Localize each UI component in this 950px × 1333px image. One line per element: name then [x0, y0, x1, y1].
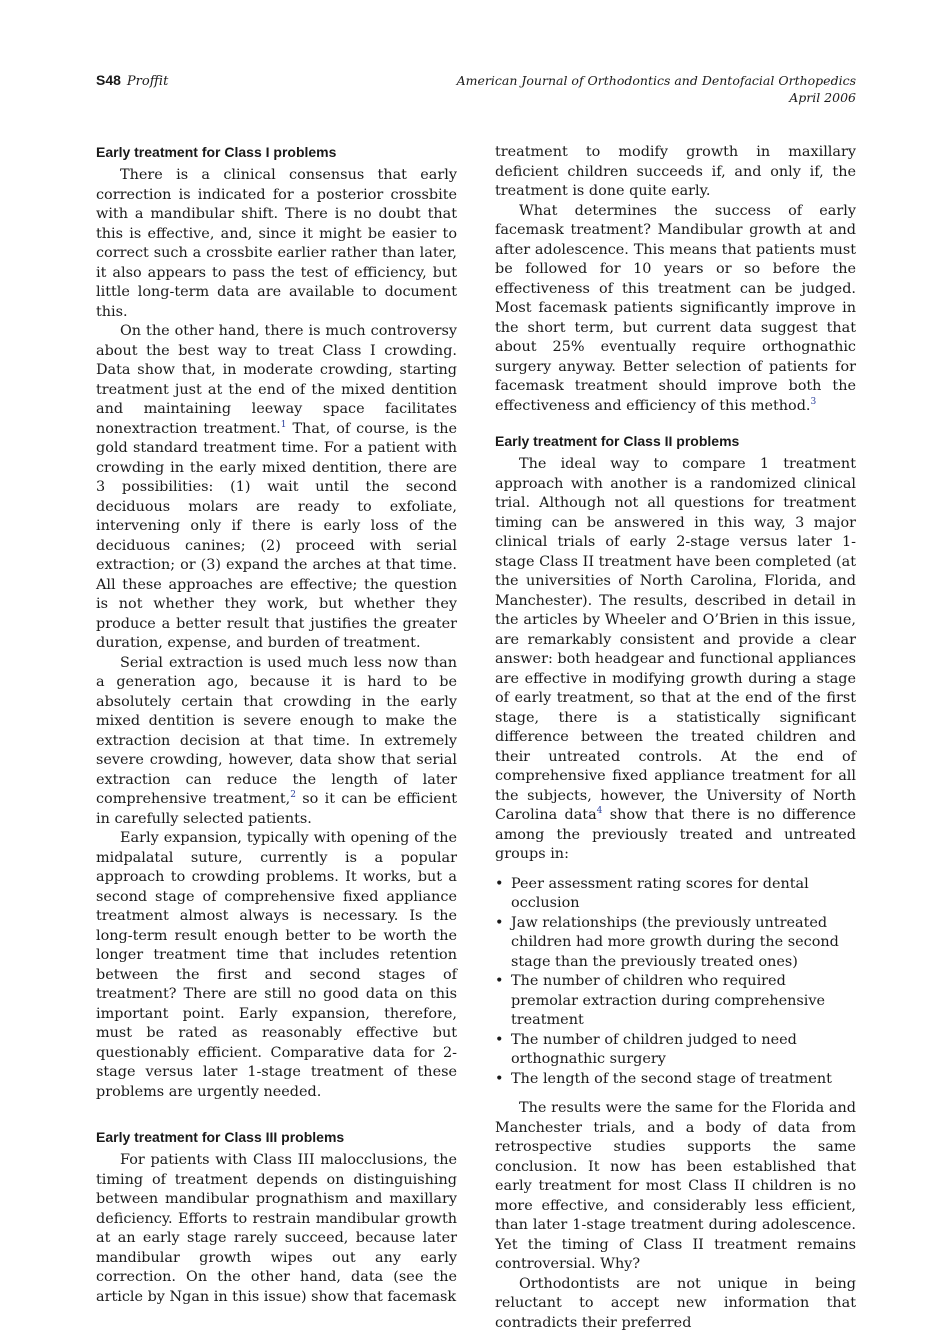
list-item: • The number of children judged to need orthognathic surgery [495, 1031, 856, 1070]
left-column [96, 143, 457, 1307]
list-item: • The length of the second stage of treatment [495, 1070, 856, 1090]
paragraph: For patients with Class III malocclusions, the timing of treatment depends on distinguishing between mandibular prognathism and maxillary deficiency. Efforts to restrain mandibular growth at an early stage rarely succeed, because later mandibular growth wipes out any early correction. On the other hand, data (see the article by Ngan in this issue) show that facemask [96, 1151, 457, 1307]
paragraph: Early expansion, typically with opening of the midpalatal suture, currently is a popular approach to crowding problems. It works, but a second stage of comprehensive fixed appliance treatment almost always is necessary. Is the long-term result enough better to be worth the longer treatment time that includes retention between the first and second stages of treatment? There are still no good data on this important point. Early expansion, therefore, must be rated as reasonably effective but questionably efficient. Comparative data for 2-stage versus later 1-stage treatment of these problems are urgently needed. [96, 829, 457, 1102]
running-author: Proffit [127, 74, 168, 89]
reference-link[interactable]: 2 [290, 790, 296, 800]
paragraph [96, 654, 457, 830]
paragraph [495, 455, 856, 865]
paragraph: Orthodontists are not unique in being reluctant to accept new information that contradicts their preferred [495, 1275, 856, 1333]
paragraph-text: That, of course, is the gold standard treatment time. For a patient with crowding in the early mixed dentition, there are 3 possibilities: (1) wait until the second deciduous molars are ready to exfoliate, intervening only if there is early loss of the deciduous canines; (2) proceed with serial extraction; or (3) expand the arches at that time. All these approaches are effective; the question is not whether they work, but whether they produce a better result that justifies the greater duration, expense, and burden of treatment. [96, 421, 457, 652]
running-header [96, 70, 856, 110]
list-item: • The number of children who required premolar extraction during comprehensive treatment [495, 972, 856, 1031]
list-item: • Jaw relationships (the previously untreated children had more growth during the second stage than the previously treated ones) [495, 914, 856, 973]
header-left [96, 72, 168, 89]
section-heading-class-ii: Early treatment for Class II problems [495, 432, 856, 451]
bullet-list [495, 875, 856, 1090]
paragraph-text: Serial extraction is used much less now than a generation ago, because it is hard to be absolutely certain that crowding in the early mixed dentition is severe enough to make the extraction decision at that time. In extremely severe crowding, however, data show that serial extraction can reduce the length of later comprehensive treatment, [96, 655, 457, 808]
list-item: • Peer assessment rating scores for dental occlusion [495, 875, 856, 914]
paragraph-text: The ideal way to compare 1 treatment approach with another is a randomized clinical trial. Although not all questions for treatment timing can be answered in this way, 3 major clinical trials of early 2-stage versus later 1-stage Class II treatment have been completed (at the universities of North Carolina, Florida, and Manchester). The results, described in detail in the articles by Wheeler and O’Brien in this issue, are remarkably consistent and provide a clear answer: both headgear and functional appliances are effective in modifying growth during a stage of early treatment, so that at the end of the first stage, there is a statistically significant difference between the treated children and their untreated controls. At the end of comprehensive fixed appliance treatment for all the subjects, however, the University of North Carolina data [495, 456, 856, 823]
page-number: S48 [96, 72, 121, 88]
paragraph-text: On the other hand, there is much controversy about the best way to treat Class I crowding. Data show that, in moderate crowding, starting treatment just at the end of the mixed dentition and maintaining leeway space facilitates nonextraction treatment. [96, 323, 457, 437]
paragraph: The results were the same for the Florida and Manchester trials, and a body of data from retrospective studies supports the same conclusion. It now has been established that early treatment for most Class II children is no more effective, and considerably less efficient, than later 1-stage treatment during adolescence. Yet the timing of Class II treatment remains controversial. Why? [495, 1099, 856, 1275]
paragraph: There is a clinical consensus that early correction is indicated for a posterior crossbite with a mandibular shift. There is no doubt that this is effective, and, since it might be easier to correct such a crossbite earlier rather than later, it also appears to pass the test of efficiency, but little long-term data are available to document this. [96, 166, 457, 322]
right-column [495, 143, 856, 1333]
paragraph-continued: treatment to modify growth in maxillary deficient children succeeds if, and only if, the treatment is done quite early. [495, 143, 856, 202]
section-heading-class-iii: Early treatment for Class III problems [96, 1128, 457, 1147]
paragraph [495, 202, 856, 417]
section-heading-class-i: Early treatment for Class I problems [96, 143, 457, 162]
issue-date: April 2006 [457, 89, 856, 106]
reference-link[interactable]: 3 [811, 397, 817, 407]
paragraph [96, 322, 457, 654]
paragraph-text: What determines the success of early facemask treatment? Mandibular growth at and after adolescence. This means that patients must be followed for 10 years or so before the effectiveness of this treatment can be judged. Most facemask patients significantly improve in the short term, but current data suggest that about 25% eventually require orthognathic surgery anyway. Better selection of patients for facemask treatment should improve both the effectiveness and efficiency of this method. [495, 203, 856, 414]
paragraph-text: so it can be efficient in carefully selected patients. [96, 791, 457, 827]
paragraph-text: show that there is no difference among the previously treated and untreated groups in: [495, 807, 856, 862]
journal-title: American Journal of Orthodontics and Dentofacial Orthopedics [457, 72, 856, 89]
reference-link[interactable]: 1 [281, 420, 287, 430]
header-right [457, 72, 856, 106]
reference-link[interactable]: 4 [597, 806, 603, 816]
